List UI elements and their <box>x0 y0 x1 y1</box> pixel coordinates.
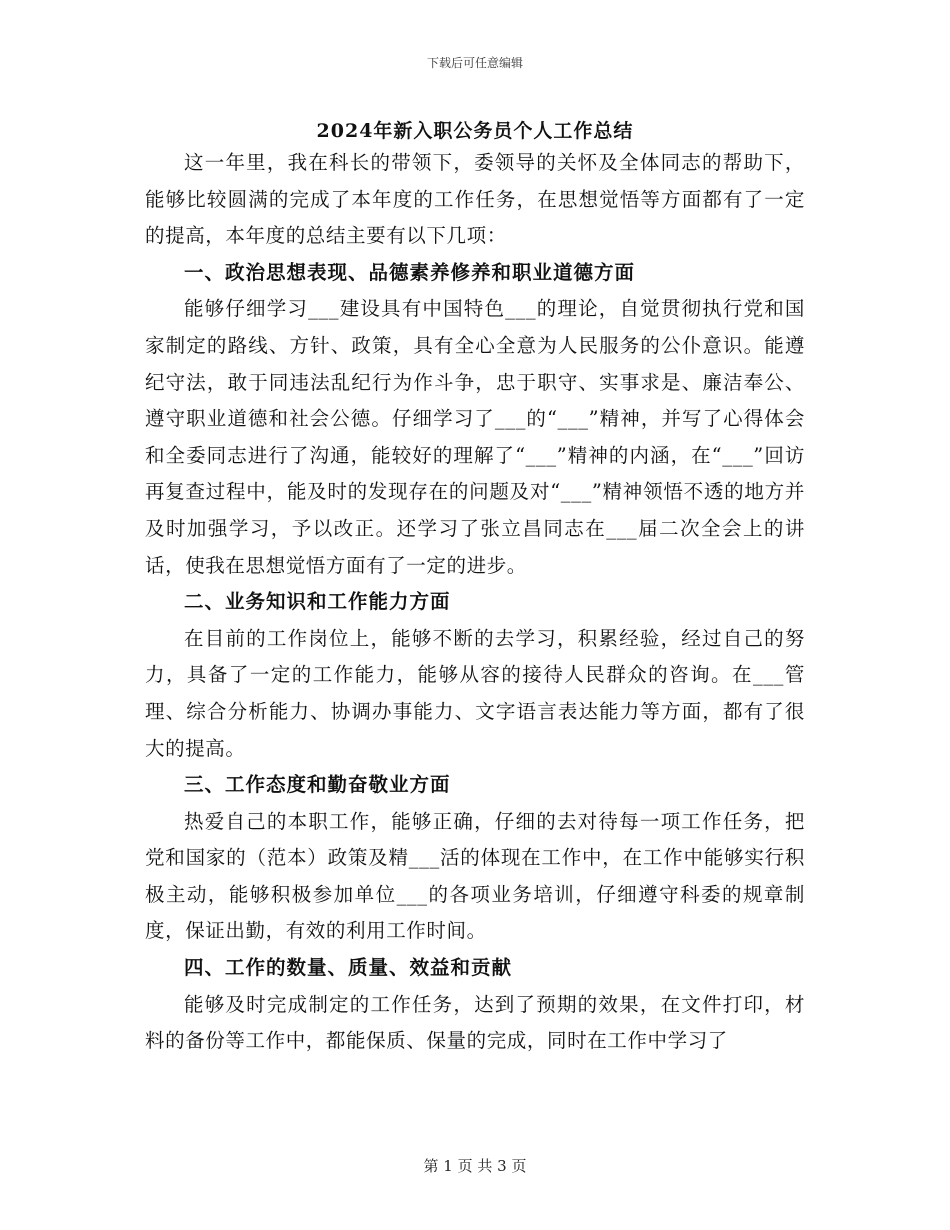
intro-paragraph: 这一年里，我在科长的带领下，委领导的关怀及全体同志的帮助下，能够比较圆满的完成了本年度的工作任务，在思想觉悟等方面都有了一定的提高，本年度的总结主要有以下几项： <box>145 151 805 248</box>
section-2-heading: 二、业务知识和工作能力方面 <box>184 590 451 614</box>
section-3-body: 热爱自己的本职工作，能够正确，仔细的去对待每一项工作任务，把党和国家的（范本）政策及精___活的体现在工作中，在工作中能够实行积极主动，能够积极参加单位___的各项业务培训，仔细遵守科委的规章制度，保证出勤，有效的利用工作时间。 <box>145 809 805 943</box>
document-title: 2024年新入职公务员个人工作总结 <box>316 120 634 142</box>
section-1-body: 能够仔细学习___建设具有中国特色___的理论，自觉贯彻执行党和国家制定的路线、方针、政策，具有全心全意为人民服务的公仆意识。能遵纪守法，敢于同违法乱纪行为作斗争，忠于职守、实事求是、廉洁奉公、遵守职业道德和社会公德。仔细学习了___的“___”精神，并写了心得体会和全委同志进行了沟通，能较好的理解了“___”精神的内涵，在“___”回访再复查过程中，能及时的发现存在的问题及对“___”精神领悟不透的地方并及时加强学习，予以改正。还学习了张立昌同志在___届二次全会上的讲话，使我在思想觉悟方面有了一定的进步。 <box>145 297 805 577</box>
document-body <box>145 145 805 1060</box>
section-4-heading: 四、工作的数量、质量、效益和贡献 <box>184 956 513 980</box>
section-4-body: 能够及时完成制定的工作任务，达到了预期的效果，在文件打印，材料的备份等工作中，都能保质、保量的完成，同时在工作中学习了 <box>145 992 805 1053</box>
section-1-heading: 一、政治思想表现、品德素养修养和职业道德方面 <box>184 260 636 284</box>
header-note: 下载后可任意编辑 <box>426 56 523 70</box>
section-2-body: 在目前的工作岗位上，能够不断的去学习，积累经验，经过自己的努力，具备了一定的工作能力，能够从容的接待人民群众的咨询。在___管理、综合分析能力、协调办事能力、文字语言表达能力等方面，都有了很大的提高。 <box>145 626 805 760</box>
section-3-heading: 三、工作态度和勤奋敬业方面 <box>184 773 451 797</box>
page-footer: 第 1 页 共 3 页 <box>423 1157 527 1175</box>
